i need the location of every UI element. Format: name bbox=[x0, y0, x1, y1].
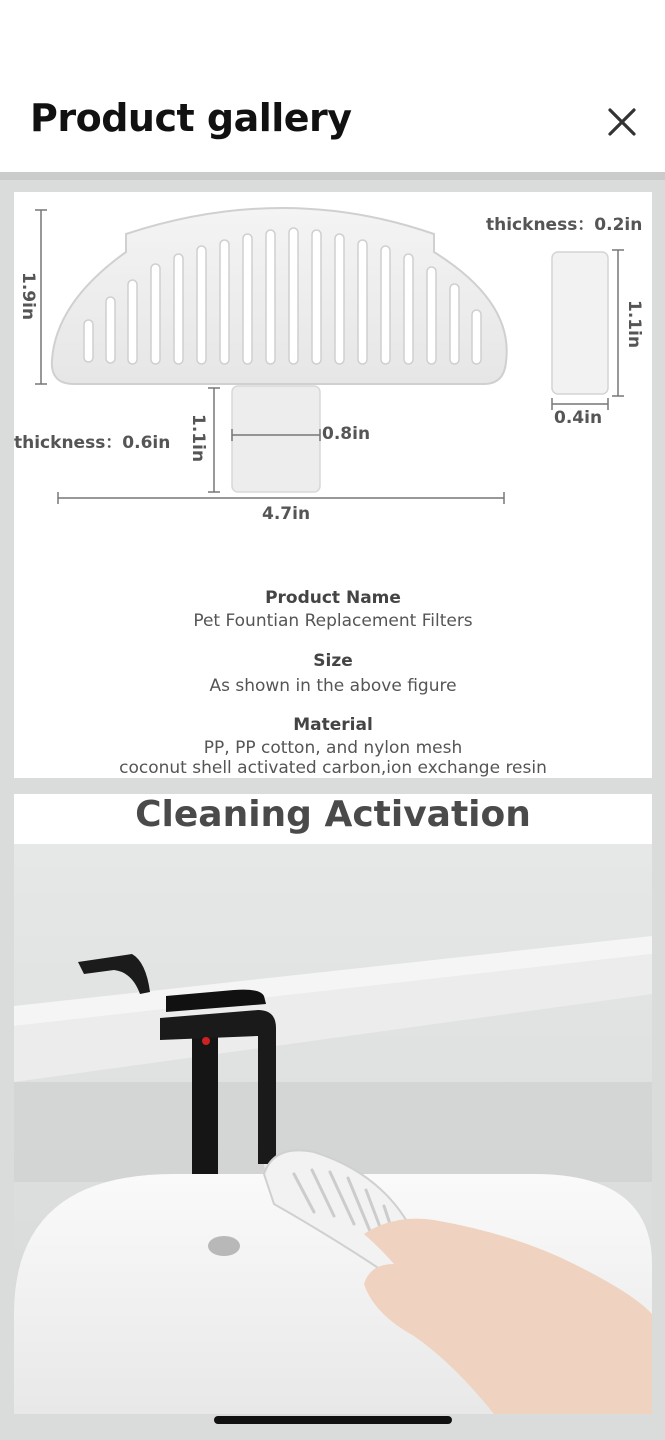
size-value: As shown in the above figure bbox=[209, 676, 457, 696]
size-label: Size bbox=[313, 651, 353, 671]
previous-image-edge bbox=[0, 172, 665, 180]
thickness-left-label: thickness：0.6in bbox=[14, 433, 171, 453]
product-name-value: Pet Fountian Replacement Filters bbox=[193, 611, 473, 631]
close-button[interactable] bbox=[598, 98, 646, 146]
cleaning-activation-title: Cleaning Activation bbox=[135, 794, 531, 835]
height-left-label: 1.9in bbox=[18, 272, 38, 321]
page-title: Product gallery bbox=[30, 96, 352, 140]
product-name-label: Product Name bbox=[265, 588, 401, 608]
material-label: Material bbox=[293, 715, 373, 735]
cleaning-photo bbox=[14, 844, 652, 1414]
width-small-label: 0.4in bbox=[554, 408, 603, 428]
home-indicator[interactable] bbox=[214, 1416, 452, 1424]
thickness-right-label: thickness：0.2in bbox=[486, 215, 643, 235]
product-image-cleaning[interactable] bbox=[14, 794, 652, 1414]
material-line-2: coconut shell activated carbon,ion exchange resin bbox=[119, 758, 547, 778]
height-right-label: 1.1in bbox=[624, 300, 644, 349]
tab-width-label: 0.8in bbox=[322, 424, 371, 444]
tab-height-label: 1.1in bbox=[188, 414, 208, 463]
product-image-dimensions[interactable] bbox=[14, 192, 652, 778]
gallery-header bbox=[0, 0, 665, 172]
total-width-label: 4.7in bbox=[262, 504, 311, 524]
close-icon bbox=[598, 98, 646, 146]
material-line-1: PP, PP cotton, and nylon mesh bbox=[203, 738, 463, 758]
